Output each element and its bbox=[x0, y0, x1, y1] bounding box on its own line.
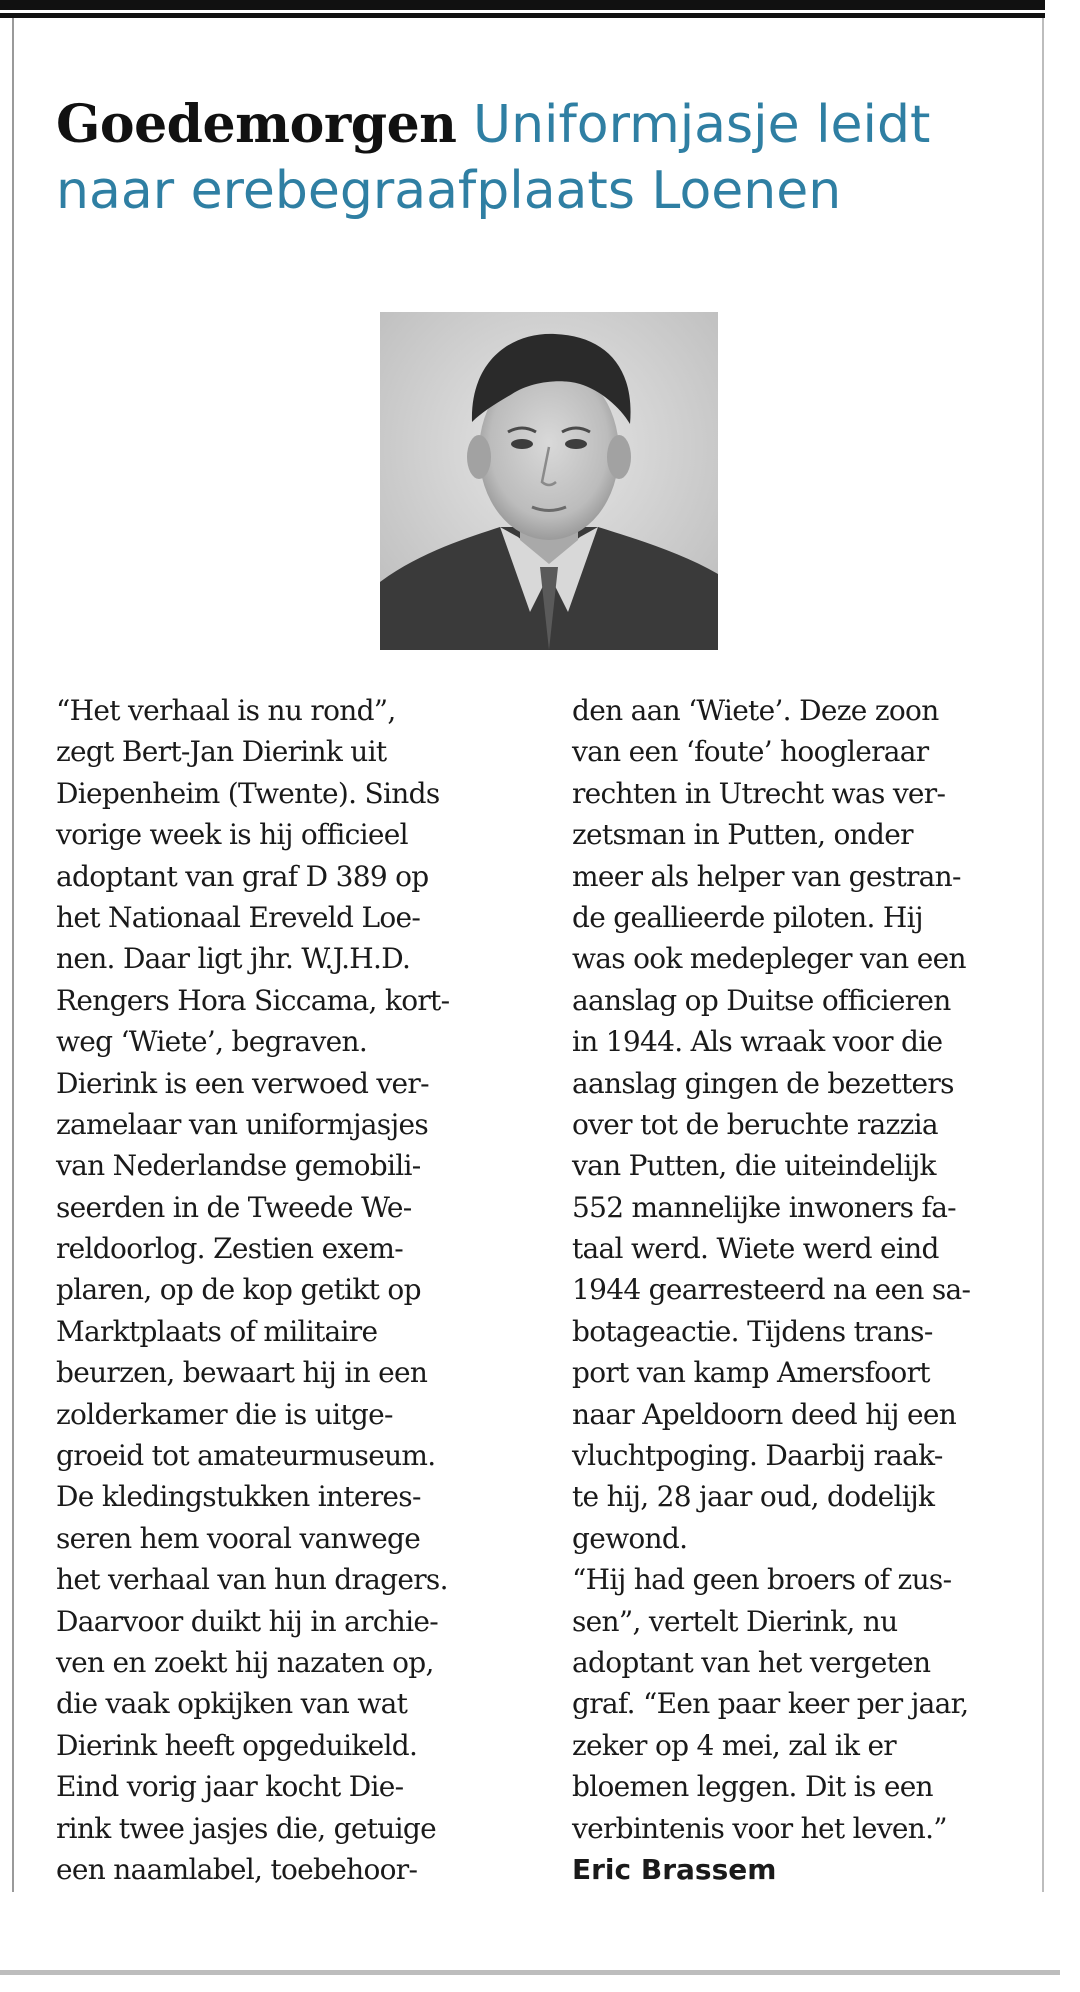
article-text-line: ven en zoekt hij nazaten op, bbox=[56, 1645, 434, 1679]
article-text-line: van Nederlandse gemobili- bbox=[56, 1149, 421, 1183]
article-text-line: zamelaar van uniformjasjes bbox=[56, 1107, 428, 1141]
article-text-line: meer als helper van gestran- bbox=[572, 859, 961, 893]
article-text-line: Dierink is een verwoed ver- bbox=[56, 1066, 429, 1100]
article-column-right bbox=[572, 690, 1042, 1890]
article-text-line: nen. Daar ligt jhr. W.J.H.D. bbox=[56, 942, 411, 976]
article-text-line: zegt Bert-Jan Dierink uit bbox=[56, 735, 387, 769]
article-text-line: aanslag gingen de bezetters bbox=[572, 1066, 954, 1100]
article-text-line: den aan ‘Wiete’. Deze zoon bbox=[572, 694, 939, 727]
bottom-rule bbox=[0, 1970, 1060, 1975]
article-text-line: adoptant van het vergeten bbox=[572, 1645, 931, 1679]
article-text-line: de geallieerde piloten. Hij bbox=[572, 900, 923, 934]
article-column-left bbox=[56, 690, 526, 1890]
article-text-line: seren hem vooral vanwege bbox=[56, 1521, 421, 1555]
article-text-line: 552 mannelijke inwoners fa- bbox=[572, 1190, 956, 1224]
article-text-line: seerden in de Tweede We- bbox=[56, 1190, 412, 1224]
article-text-line: reldoorlog. Zestien exem- bbox=[56, 1232, 404, 1266]
top-rule-gap bbox=[0, 10, 1045, 13]
article-text-line: “Het verhaal is nu rond”, bbox=[56, 694, 396, 727]
portrait-photo-icon bbox=[380, 312, 718, 650]
article-text-line: naar Apeldoorn deed hij een bbox=[572, 1397, 957, 1431]
article-text-line: Eind vorig jaar kocht Die- bbox=[56, 1770, 404, 1804]
article-text-line: over tot de beruchte razzia bbox=[572, 1107, 938, 1141]
article-text-line: het Nationaal Ereveld Loe- bbox=[56, 900, 421, 934]
article-text-line: groeid tot amateurmuseum. bbox=[56, 1439, 436, 1473]
article-text-line: beurzen, bewaart hij in een bbox=[56, 1356, 428, 1390]
left-border bbox=[12, 18, 14, 1892]
article-text-line: adoptant van graf D 389 op bbox=[56, 859, 429, 893]
article-text-line: plaren, op de kop getikt op bbox=[56, 1273, 421, 1307]
article-text-line: zeker op 4 mei, zal ik er bbox=[572, 1728, 896, 1762]
article-text-line: weg ‘Wiete’, begraven. bbox=[56, 1025, 368, 1059]
article-byline: Eric Brassem bbox=[572, 1852, 777, 1886]
article-text-line: zetsman in Putten, onder bbox=[572, 818, 913, 852]
article-text-line: rink twee jasjes die, getuige bbox=[56, 1811, 436, 1845]
article-text-line: “Hij had geen broers of zus- bbox=[572, 1563, 952, 1597]
article-text-line: bloemen leggen. Dit is een bbox=[572, 1770, 933, 1804]
article-text-line: sen”, vertelt Dierink, nu bbox=[572, 1604, 898, 1638]
article-text-line: rechten in Utrecht was ver- bbox=[572, 776, 946, 810]
portrait-photo bbox=[380, 312, 718, 650]
article-text-line: De kledingstukken interes- bbox=[56, 1480, 421, 1514]
article-text-line: vorige week is hij officieel bbox=[56, 818, 408, 852]
article-text-line: botageactie. Tijdens trans- bbox=[572, 1314, 933, 1348]
article-text-line: die vaak opkijken van wat bbox=[56, 1687, 408, 1721]
article-text-line: Marktplaats of militaire bbox=[56, 1314, 378, 1348]
article-text-line: Dierink heeft opgeduikeld. bbox=[56, 1728, 418, 1762]
article-text-line: van een ‘foute’ hoogleraar bbox=[572, 735, 929, 769]
article-text-line: was ook medepleger van een bbox=[572, 942, 966, 976]
headline-title-line2: naar erebegraafplaats Loenen bbox=[56, 161, 842, 221]
top-rule bbox=[0, 0, 1045, 18]
headline-kicker: Goedemorgen bbox=[56, 94, 457, 155]
article-text-line: van Putten, die uiteindelijk bbox=[572, 1149, 936, 1183]
article-text-line: verbintenis voor het leven.” bbox=[572, 1811, 947, 1845]
article-text-line: port van kamp Amersfoort bbox=[572, 1356, 930, 1390]
article-text-line: taal werd. Wiete werd eind bbox=[572, 1232, 939, 1266]
article-text-line: zolderkamer die is uitge- bbox=[56, 1397, 393, 1431]
article-text-line: te hij, 28 jaar oud, dodelijk bbox=[572, 1480, 935, 1514]
article-text-line: gewond. bbox=[572, 1521, 688, 1555]
headline-title-line1: Uniformjasje leidt bbox=[473, 95, 931, 155]
article-text-line: in 1944. Als wraak voor die bbox=[572, 1025, 943, 1059]
right-border bbox=[1042, 18, 1044, 1892]
article-text-line: Daarvoor duikt hij in archie- bbox=[56, 1604, 439, 1638]
article-headline bbox=[56, 92, 1016, 224]
article-text-line: Rengers Hora Siccama, kort- bbox=[56, 983, 450, 1017]
article-text-line: vluchtpoging. Daarbij raak- bbox=[572, 1439, 943, 1473]
article-text-line: Diepenheim (Twente). Sinds bbox=[56, 776, 440, 810]
article-text-line: het verhaal van hun dragers. bbox=[56, 1563, 448, 1597]
article-text-line: aanslag op Duitse officieren bbox=[572, 983, 951, 1017]
article-text-line: graf. “Een paar keer per jaar, bbox=[572, 1687, 969, 1721]
article-text-line: 1944 gearresteerd na een sa- bbox=[572, 1273, 971, 1307]
article-text-line: een naamlabel, toebehoor- bbox=[56, 1852, 418, 1886]
